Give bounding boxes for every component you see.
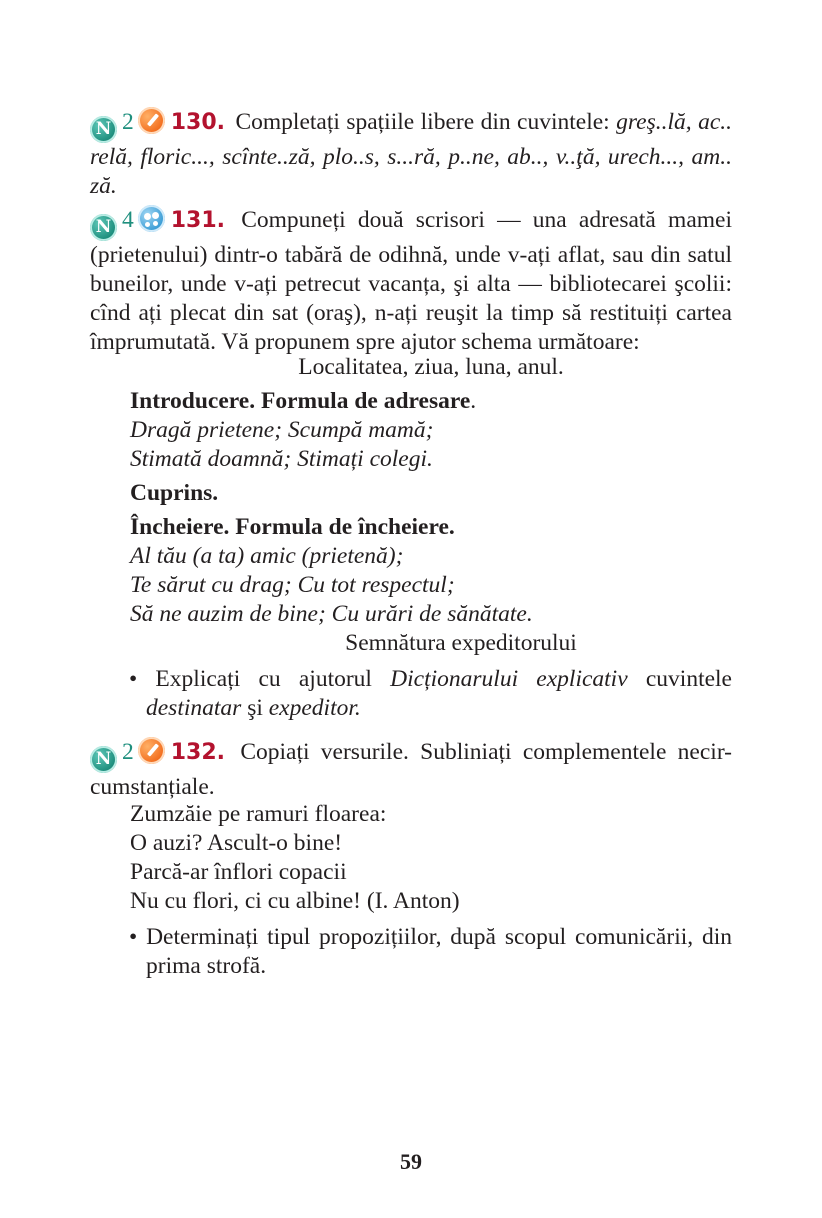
task-text: • Explicați cu ajutorul: [129, 666, 391, 692]
verse-line: Nu cu flori, ci cu albine! (I. Anton): [130, 888, 460, 914]
place-date-line: Localitatea, ziua, luna, anul.: [298, 354, 564, 380]
bullet-task: [90, 665, 732, 723]
intro-line: Dragă prietene; Scumpă mamă;: [130, 417, 434, 443]
page-number: 59: [400, 1149, 422, 1174]
exercise-130: [90, 107, 732, 201]
intro-dot: .: [470, 388, 477, 414]
level-value: 2: [122, 109, 134, 135]
verses: [90, 800, 732, 981]
level-n-icon: N: [90, 214, 117, 241]
level-value: 2: [122, 739, 134, 765]
exercise-number: 131.: [170, 208, 226, 233]
level-n-icon: N: [90, 746, 117, 773]
pencil-icon: [138, 107, 165, 134]
task-text: şi: [241, 695, 269, 721]
exercise-number: 132.: [170, 740, 226, 765]
verse-line: Zumzăie pe ramuri floarea:: [130, 801, 387, 827]
task-italic: destinatar: [146, 695, 242, 721]
level-n-icon: N: [90, 116, 117, 143]
intro-line: Stimată doamnă; Stimați colegi.: [130, 446, 433, 472]
closing-line: Să ne auzim de bine; Cu urări de sănătate.: [130, 601, 533, 627]
signature-line: Semnătura expeditorului: [345, 630, 577, 656]
body-heading: Cuprins.: [130, 480, 219, 506]
exercise-132: [90, 737, 732, 802]
exercise-words: greş..lă, ac.. relă, floric..., scînte..ză, plo..s, s...ră, p..ne, ab.., v..ţă, urech..., am.. ză.: [90, 109, 733, 199]
closing-line: Te sărut cu drag; Cu tot respectul;: [130, 572, 455, 598]
task-text: cuvintele: [627, 666, 732, 692]
exercise-number: 130.: [170, 110, 226, 135]
verse-line: O auzi? Ascult-o bine!: [130, 830, 343, 856]
verse-line: Parcă-ar înflori copacii: [130, 859, 347, 885]
letter-scheme: [90, 353, 732, 723]
exercise-text: Compuneți două scrisori — una adresată mamei (prietenului) dintr-o tabără de odihnă, unde v-ați aflat, sau din satul buneilor, unde v-ați petrecut vacanța, şi alta — bibliotecarei şcolii: cînd ați plecat din sat (oraş), n-ați reuşit la timp să restituiți cartea împrumutată. Vă propunem spre ajutor schema următoare:: [90, 207, 732, 355]
level-value: 4: [122, 207, 134, 233]
task-italic: expeditor.: [268, 695, 361, 721]
closing-line: Al tău (a ta) amic (prietenă);: [130, 543, 404, 569]
exercise-131: [90, 205, 732, 357]
bullet-task: • Determinați tipul propozițiilor, după scopul comunicării, din prima strofă.: [129, 924, 732, 979]
task-italic: Dicționarului explicativ: [390, 666, 628, 692]
people-icon: [138, 205, 165, 232]
exercise-text: Copiați versurile. Subliniați complementele necir-cumstanțiale.: [90, 739, 732, 800]
intro-heading: [90, 387, 732, 416]
closing-heading: Încheiere. Formula de încheiere.: [130, 514, 455, 540]
intro-title: Introducere. Formula de adresare: [130, 388, 471, 414]
pencil-icon: [138, 737, 165, 764]
exercise-text: Completați spațiile libere din cuvintele:: [229, 109, 617, 135]
